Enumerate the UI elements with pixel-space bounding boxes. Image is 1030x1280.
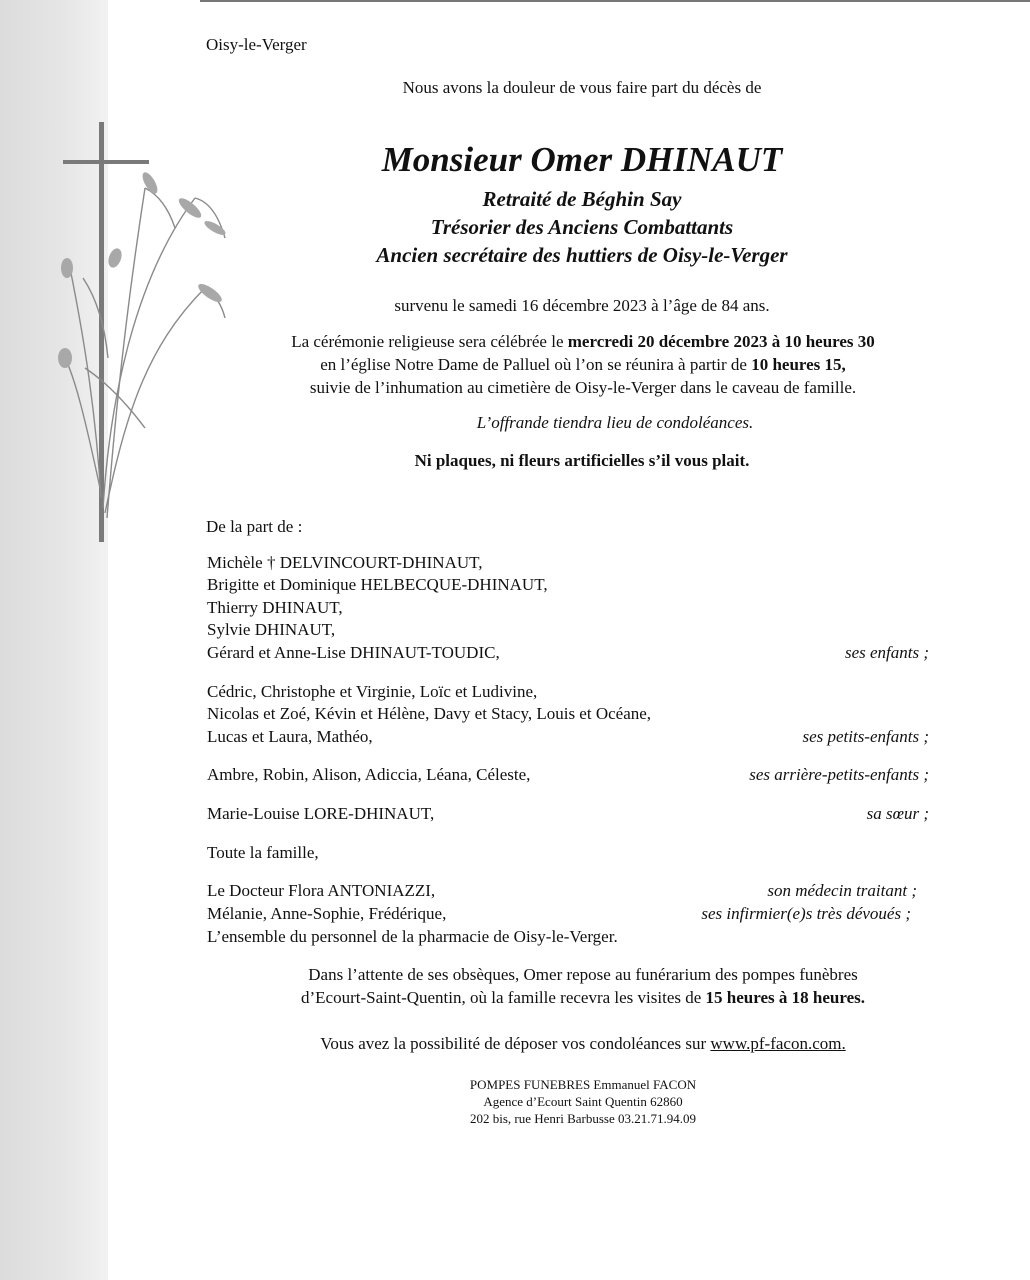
grandchildren-line-1: Cédric, Christophe et Virginie, Loïc et Ludivine, bbox=[207, 682, 538, 701]
no-flowers-line: Ni plaques, ni fleurs artificielles s’il vous plait. bbox=[414, 451, 750, 470]
children-row bbox=[207, 643, 929, 665]
doctor-row bbox=[207, 881, 917, 903]
grandchildren-line-3: Lucas et Laura, Mathéo, bbox=[207, 727, 373, 746]
pharmacy: L’ensemble du personnel de la pharmacie de Oisy-le-Verger. bbox=[207, 927, 618, 946]
sister-role: sa sœur ; bbox=[866, 804, 929, 823]
offering-line: L’offrande tiendra lieu de condoléances. bbox=[476, 413, 754, 432]
death-line: survenu le samedi 16 décembre 2023 à l’âge de 84 ans. bbox=[394, 296, 770, 315]
nurses: Mélanie, Anne-Sophie, Frédérique, bbox=[207, 904, 447, 923]
top-edge-line bbox=[200, 0, 1030, 2]
funeral-home-name: POMPES FUNEBRES Emmanuel FACON bbox=[469, 1077, 697, 1092]
doctor: Le Docteur Flora ANTONIAZZI, bbox=[207, 881, 436, 900]
nurses-role: ses infirmier(e)s très dévoués ; bbox=[701, 904, 911, 923]
nurses-row bbox=[207, 904, 911, 926]
title-3: Ancien secrétaire des huttiers de Oisy-le-Verger bbox=[376, 243, 788, 267]
grandchildren-line-2: Nicolas et Zoé, Kévin et Hélène, Davy et Stacy, Louis et Océane, bbox=[207, 704, 652, 723]
grandchildren-row bbox=[207, 727, 929, 749]
from-label: De la part de : bbox=[206, 517, 303, 536]
doctor-role: son médecin traitant ; bbox=[767, 881, 917, 900]
ceremony-line-3: suivie de l’inhumation au cimetière de Oisy-le-Verger dans le caveau de famille. bbox=[309, 378, 857, 397]
whole-family: Toute la famille, bbox=[207, 843, 319, 862]
condolences-link[interactable]: www.pf-facon.com. bbox=[710, 1034, 846, 1053]
ceremony-line-1: La cérémonie religieuse sera célébrée le mercredi 20 décembre 2023 à 10 heures 30 bbox=[291, 332, 875, 351]
child-4: Sylvie DHINAUT, bbox=[207, 620, 336, 639]
intro: Nous avons la douleur de vous faire part du décès de bbox=[402, 78, 762, 97]
funeral-home-agency: Agence d’Ecourt Saint Quentin 62860 bbox=[483, 1094, 683, 1109]
grandchildren-role: ses petits-enfants ; bbox=[802, 727, 929, 746]
children-role: ses enfants ; bbox=[844, 643, 929, 662]
rest-line-1: Dans l’attente de ses obsèques, Omer repose au funérarium des pompes funèbres bbox=[308, 965, 858, 984]
great-grandchildren: Ambre, Robin, Alison, Adiccia, Léana, Céleste, bbox=[207, 765, 531, 784]
great-grandchildren-row bbox=[207, 765, 929, 787]
condolences-line: Vous avez la possibilité de déposer vos condoléances sur www.pf-facon.com. bbox=[320, 1034, 846, 1053]
title-1: Retraité de Béghin Say bbox=[482, 187, 682, 211]
title-2: Trésorier des Anciens Combattants bbox=[430, 215, 734, 239]
child-5: Gérard et Anne-Lise DHINAUT-TOUDIC, bbox=[207, 643, 500, 662]
child-2: Brigitte et Dominique HELBECQUE-DHINAUT, bbox=[207, 575, 548, 594]
ceremony-line-2: en l’église Notre Dame de Palluel où l’on se réunira à partir de 10 heures 15, bbox=[320, 355, 846, 374]
sister-row bbox=[207, 804, 929, 826]
deceased-name: Monsieur Omer DHINAUT bbox=[381, 140, 783, 179]
funeral-home-address: 202 bis, rue Henri Barbusse 03.21.71.94.09 bbox=[469, 1111, 697, 1126]
child-1: Michèle † DELVINCOURT-DHINAUT, bbox=[207, 553, 483, 572]
location: Oisy-le-Verger bbox=[206, 35, 307, 54]
rest-line-2: d’Ecourt-Saint-Quentin, où la famille recevra les visites de 15 heures à 18 heures. bbox=[300, 988, 866, 1007]
great-grandchildren-role: ses arrière-petits-enfants ; bbox=[749, 765, 929, 784]
sister: Marie-Louise LORE-DHINAUT, bbox=[207, 804, 435, 823]
child-3: Thierry DHINAUT, bbox=[207, 598, 343, 617]
